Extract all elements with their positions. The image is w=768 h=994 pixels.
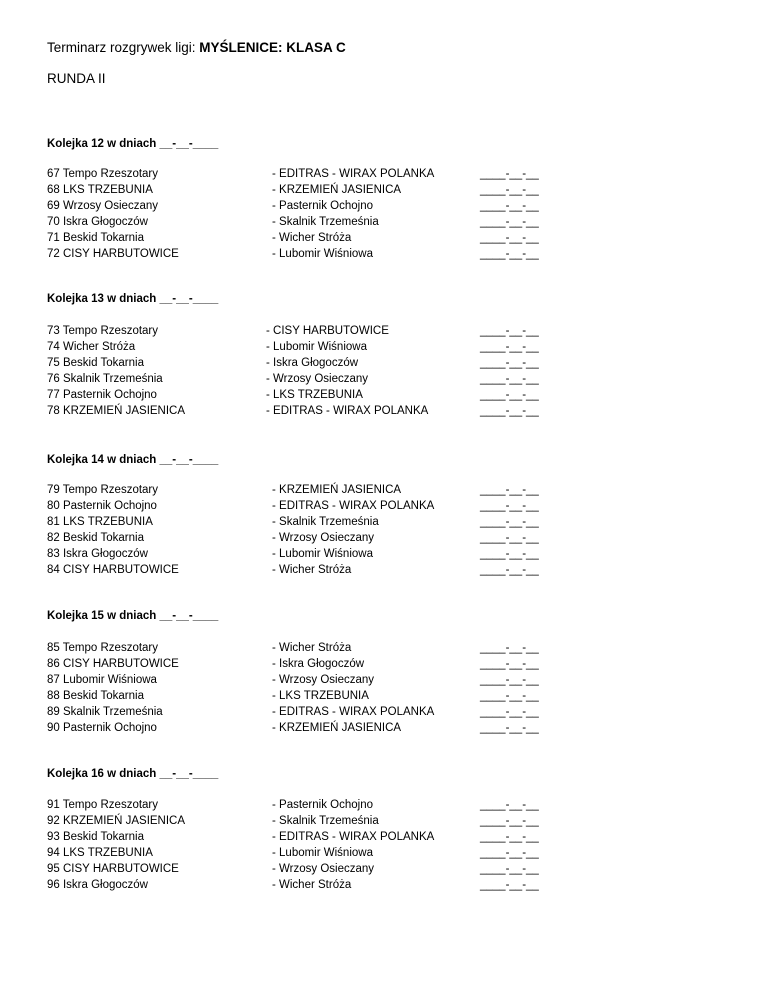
home-team: 72 CISY HARBUTOWICE (47, 248, 179, 260)
away-team: - LKS TRZEBUNIA (266, 389, 363, 401)
match-row (0, 182, 768, 198)
away-team: - KRZEMIEŃ JASIENICA (272, 184, 402, 196)
date-placeholder: ____-__-__ (480, 500, 539, 512)
home-team: 82 Beskid Tokarnia (47, 532, 144, 544)
away-team: - LKS TRZEBUNIA (272, 690, 369, 702)
home-team: 92 KRZEMIEŃ JASIENICA (47, 815, 186, 827)
date-placeholder: ____-__-__ (480, 200, 539, 212)
away-team: - Pasternik Ochojno (272, 799, 373, 811)
date-placeholder: ____-__-__ (480, 706, 539, 718)
date-placeholder: ____-__-__ (480, 357, 539, 369)
home-team: 94 LKS TRZEBUNIA (47, 847, 153, 859)
home-team: 67 Tempo Rzeszotary (47, 168, 159, 180)
match-row (0, 387, 768, 403)
match-row (0, 498, 768, 514)
away-team: - Lubomir Wiśniowa (266, 341, 367, 353)
date-placeholder: ____-__-__ (480, 674, 539, 686)
date-placeholder: ____-__-__ (480, 879, 539, 891)
home-team: 95 CISY HARBUTOWICE (47, 863, 179, 875)
home-team: 69 Wrzosy Osieczany (47, 200, 158, 212)
match-row (0, 166, 768, 182)
date-placeholder: ____-__-__ (480, 484, 539, 496)
home-team: 84 CISY HARBUTOWICE (47, 564, 179, 576)
date-placeholder: ____-__-__ (480, 548, 539, 560)
home-team: 74 Wicher Stróża (47, 341, 136, 353)
away-team: - Skalnik Trzemeśnia (272, 216, 379, 228)
round-label: RUNDA II (47, 71, 106, 86)
home-team: 77 Pasternik Ochojno (47, 389, 157, 401)
home-team: 68 LKS TRZEBUNIA (47, 184, 153, 196)
away-team: - Wicher Stróża (272, 879, 352, 891)
away-team: - KRZEMIEŃ JASIENICA (272, 484, 402, 496)
match-row (0, 562, 768, 578)
date-placeholder: ____-__-__ (480, 722, 539, 734)
date-placeholder: ____-__-__ (480, 325, 539, 337)
date-placeholder: ____-__-__ (480, 516, 539, 528)
date-placeholder: ____-__-__ (480, 232, 539, 244)
home-team: 79 Tempo Rzeszotary (47, 484, 159, 496)
home-team: 83 Iskra Głogoczów (47, 548, 148, 560)
date-placeholder: ____-__-__ (480, 184, 539, 196)
match-row (0, 829, 768, 845)
date-placeholder: ____-__-__ (480, 690, 539, 702)
home-team: 85 Tempo Rzeszotary (47, 642, 159, 654)
away-team: - Pasternik Ochojno (272, 200, 373, 212)
home-team: 87 Lubomir Wiśniowa (47, 674, 157, 686)
home-team: 80 Pasternik Ochojno (47, 500, 157, 512)
round-header: Kolejka 15 w dniach __-__-____ (47, 610, 219, 622)
match-row (0, 656, 768, 672)
away-team: - Lubomir Wiśniowa (272, 248, 373, 260)
away-team: - Skalnik Trzemeśnia (272, 815, 379, 827)
date-placeholder: ____-__-__ (480, 863, 539, 875)
home-team: 88 Beskid Tokarnia (47, 690, 144, 702)
date-placeholder: ____-__-__ (480, 341, 539, 353)
match-row (0, 720, 768, 736)
round-header: Kolejka 13 w dniach __-__-____ (47, 293, 219, 305)
match-row (0, 214, 768, 230)
match-row (0, 797, 768, 813)
match-row (0, 688, 768, 704)
match-row (0, 813, 768, 829)
away-team: - EDITRAS - WIRAX POLANKA (272, 168, 435, 180)
home-team: 76 Skalnik Trzemeśnia (47, 373, 163, 385)
round-header: Kolejka 14 w dniach __-__-____ (47, 454, 219, 466)
round-header: Kolejka 12 w dniach __-__-____ (47, 138, 219, 150)
home-team: 73 Tempo Rzeszotary (47, 325, 159, 337)
match-row (0, 640, 768, 656)
away-team: - EDITRAS - WIRAX POLANKA (272, 831, 435, 843)
date-placeholder: ____-__-__ (480, 799, 539, 811)
match-row (0, 530, 768, 546)
match-row (0, 246, 768, 262)
match-row (0, 861, 768, 877)
home-team: 91 Tempo Rzeszotary (47, 799, 159, 811)
date-placeholder: ____-__-__ (480, 658, 539, 670)
away-team: - KRZEMIEŃ JASIENICA (272, 722, 402, 734)
away-team: - Lubomir Wiśniowa (272, 548, 373, 560)
away-team: - Wrzosy Osieczany (272, 674, 375, 686)
home-team: 93 Beskid Tokarnia (47, 831, 144, 843)
away-team: - Wrzosy Osieczany (272, 532, 375, 544)
match-row (0, 877, 768, 893)
date-placeholder: ____-__-__ (480, 815, 539, 827)
match-row (0, 845, 768, 861)
match-row (0, 672, 768, 688)
league-name: MYŚLENICE: KLASA C (199, 40, 346, 55)
date-placeholder: ____-__-__ (480, 373, 539, 385)
date-placeholder: ____-__-__ (480, 831, 539, 843)
date-placeholder: ____-__-__ (480, 564, 539, 576)
home-team: 96 Iskra Głogoczów (47, 879, 148, 891)
home-team: 78 KRZEMIEŃ JASIENICA (47, 405, 186, 417)
date-placeholder: ____-__-__ (480, 532, 539, 544)
away-team: - Wrzosy Osieczany (266, 373, 369, 385)
away-team: - Iskra Głogoczów (272, 658, 365, 670)
away-team: - CISY HARBUTOWICE (266, 325, 389, 337)
away-team: - Wicher Stróża (272, 232, 352, 244)
match-row (0, 198, 768, 214)
away-team: - EDITRAS - WIRAX POLANKA (272, 706, 435, 718)
date-placeholder: ____-__-__ (480, 642, 539, 654)
away-team: - Lubomir Wiśniowa (272, 847, 373, 859)
away-team: - EDITRAS - WIRAX POLANKA (272, 500, 435, 512)
home-team: 70 Iskra Głogoczów (47, 216, 148, 228)
home-team: 89 Skalnik Trzemeśnia (47, 706, 163, 718)
page-title (47, 40, 346, 55)
home-team: 86 CISY HARBUTOWICE (47, 658, 179, 670)
away-team: - Skalnik Trzemeśnia (272, 516, 379, 528)
match-row (0, 482, 768, 498)
match-row (0, 371, 768, 387)
match-row (0, 546, 768, 562)
date-placeholder: ____-__-__ (480, 216, 539, 228)
away-team: - Wicher Stróża (272, 564, 352, 576)
home-team: 75 Beskid Tokarnia (47, 357, 144, 369)
date-placeholder: ____-__-__ (480, 847, 539, 859)
home-team: 71 Beskid Tokarnia (47, 232, 144, 244)
match-row (0, 339, 768, 355)
away-team: - Iskra Głogoczów (266, 357, 359, 369)
away-team: - Wicher Stróża (272, 642, 352, 654)
round-header: Kolejka 16 w dniach __-__-____ (47, 768, 219, 780)
date-placeholder: ____-__-__ (480, 389, 539, 401)
match-row (0, 514, 768, 530)
date-placeholder: ____-__-__ (480, 405, 539, 417)
home-team: 81 LKS TRZEBUNIA (47, 516, 153, 528)
away-team: - EDITRAS - WIRAX POLANKA (266, 405, 429, 417)
match-row (0, 230, 768, 246)
title-prefix: Terminarz rozgrywek ligi: (47, 40, 200, 55)
match-row (0, 355, 768, 371)
date-placeholder: ____-__-__ (480, 248, 539, 260)
away-team: - Wrzosy Osieczany (272, 863, 375, 875)
date-placeholder: ____-__-__ (480, 168, 539, 180)
match-row (0, 403, 768, 419)
home-team: 90 Pasternik Ochojno (47, 722, 157, 734)
match-row (0, 704, 768, 720)
match-row (0, 323, 768, 339)
